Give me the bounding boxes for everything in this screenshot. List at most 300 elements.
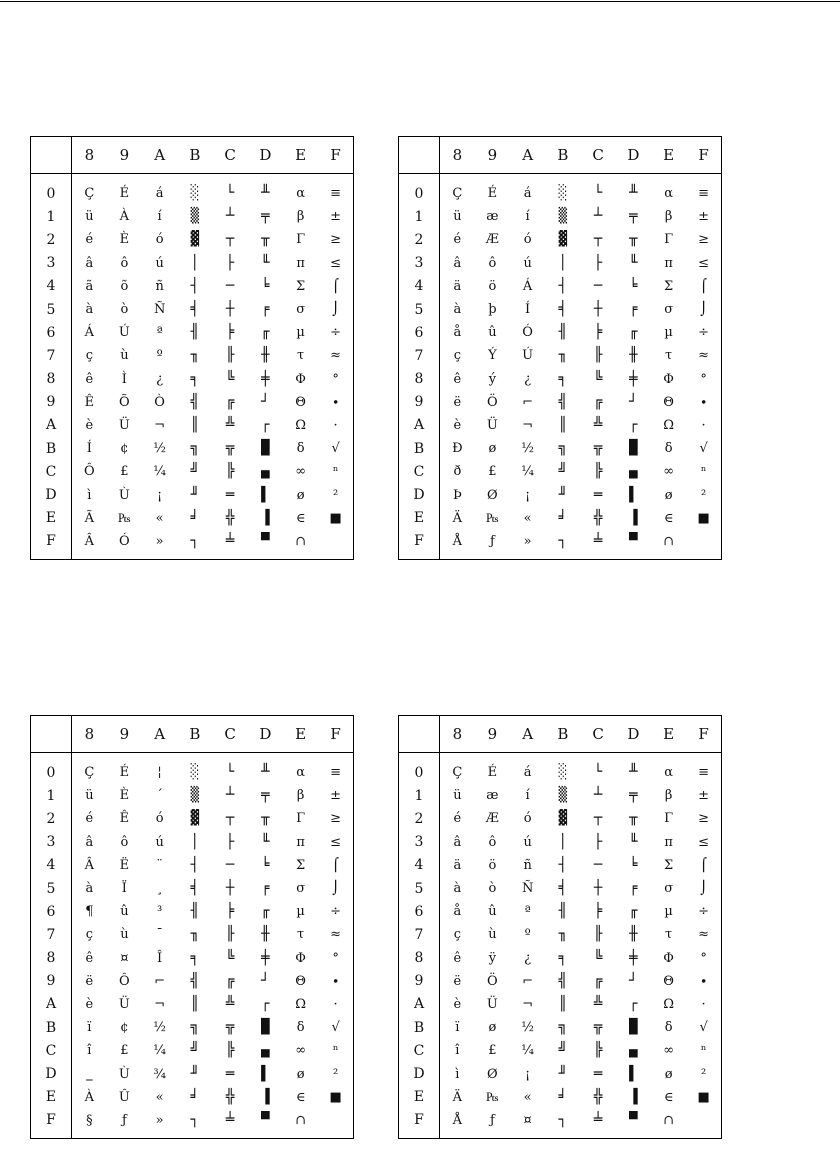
row-header: B [31,437,72,460]
glyph-cell [686,900,721,923]
glyph: ║ [558,995,568,1012]
glyph-cell [213,344,248,367]
glyph: ▌ [261,486,270,503]
glyph-cell [651,993,686,1016]
glyph-cell [142,298,177,321]
glyph-cell [283,784,318,807]
glyph-cell [248,1062,283,1085]
glyph-cell [475,831,510,854]
glyph: ö [488,278,497,294]
glyph-cell [248,368,283,391]
glyph: ∞ [295,464,307,480]
glyph: Ü [486,417,498,433]
table-row [399,368,722,391]
glyph-cell [177,174,212,206]
corner-cell [399,137,440,174]
glyph-cell [616,831,651,854]
glyph-cell [510,854,545,877]
glyph-cell [581,275,616,298]
row-header: F [31,1109,72,1139]
glyph-cell [545,252,580,275]
glyph: è [85,417,94,433]
glyph-cell [72,321,107,344]
glyph-cell [686,831,721,854]
row-header: B [399,437,440,460]
glyph: ü [85,788,94,804]
glyph-cell [142,831,177,854]
glyph: ║ [558,416,568,433]
glyph-cell [581,993,616,1016]
glyph: ╪ [629,949,638,966]
glyph: ╖ [190,926,200,943]
glyph: ▓ [558,231,568,248]
glyph: ≈ [330,348,342,364]
glyph-cell [283,947,318,970]
glyph: õ [120,278,129,294]
glyph: ┤ [190,856,200,873]
glyph-cell [510,252,545,275]
glyph-cell [142,321,177,344]
glyph: ╛ [190,509,200,526]
glyph: é [453,811,462,827]
glyph-cell [213,275,248,298]
glyph-cell [545,1086,580,1109]
column-header: 9 [475,137,510,174]
glyph: Γ [296,232,306,248]
glyph-cell [318,391,353,414]
glyph-cell [72,414,107,437]
glyph-cell [213,391,248,414]
glyph-cell [213,368,248,391]
glyph: ∩ [295,1112,307,1128]
glyph: ┬ [225,810,235,827]
glyph: ╒ [261,880,270,897]
glyph: ╧ [593,1111,603,1128]
glyph: ▐ [261,1088,270,1105]
glyph-cell [142,807,177,830]
glyph: ─ [225,277,235,294]
glyph: û [488,904,497,920]
glyph-cell [142,900,177,923]
glyph: ì [455,1066,460,1082]
table-row [399,970,722,993]
glyph: ─ [593,856,603,873]
glyph-cell [510,228,545,251]
glyph: ¢ [120,1020,129,1036]
glyph: ▀ [261,532,270,549]
row-header: F [399,530,440,560]
glyph-cell [616,784,651,807]
glyph: ÷ [698,904,710,920]
glyph-cell [177,252,212,275]
glyph: β [296,209,305,225]
glyph: ▒ [190,787,200,804]
glyph-cell [545,970,580,993]
glyph: ╚ [225,370,235,387]
glyph: ╦ [225,440,235,457]
glyph-cell [651,507,686,530]
glyph-cell [177,507,212,530]
glyph-cell [248,205,283,228]
glyph-cell [248,174,283,206]
glyph-cell [440,205,475,228]
glyph-cell [248,900,283,923]
glyph: Ω [663,417,675,433]
table-row [31,321,354,344]
row-header: 8 [399,947,440,970]
glyph-cell [283,900,318,923]
glyph-cell [213,321,248,344]
row-header: 4 [31,275,72,298]
glyph: ╫ [629,926,638,943]
glyph: À [84,1089,95,1105]
corner-cell [31,137,72,174]
glyph: £ [120,1043,129,1059]
glyph: ┼ [593,880,603,897]
table-row [31,414,354,437]
glyph-cell [107,228,142,251]
glyph: ≈ [330,927,342,943]
glyph: ┌ [629,416,638,433]
glyph-cell [177,483,212,506]
glyph: » [155,533,164,549]
glyph-cell [686,391,721,414]
glyph: ð [453,464,462,480]
glyph-cell [142,344,177,367]
table-row [399,993,722,1016]
glyph-cell [107,753,142,785]
glyph: ° [332,371,339,387]
glyph-cell [283,344,318,367]
glyph: ∩ [663,1112,675,1128]
glyph: æ [486,209,499,225]
glyph: í [525,788,530,804]
glyph-cell [142,275,177,298]
glyph-cell [283,877,318,900]
glyph-cell [545,854,580,877]
glyph-cell [72,205,107,228]
glyph-cell [545,507,580,530]
glyph: ▓ [558,810,568,827]
glyph-cell [213,923,248,946]
column-header: D [248,716,283,753]
glyph-cell [581,784,616,807]
glyph-cell [651,298,686,321]
glyph-cell [545,993,580,1016]
glyph: ≤ [330,834,342,850]
glyph-cell [651,252,686,275]
glyph-cell [177,344,212,367]
glyph: Ê [84,394,95,410]
glyph-cell [686,923,721,946]
row-header: 7 [399,923,440,946]
glyph-cell [107,344,142,367]
row-header: B [399,1016,440,1039]
glyph: ½ [153,441,166,457]
glyph-cell [107,1109,142,1139]
glyph: └ [225,764,235,781]
glyph: ø [488,1020,497,1036]
glyph: δ [664,1020,673,1036]
glyph-cell [213,483,248,506]
glyph-cell [318,275,353,298]
glyph-cell [177,414,212,437]
glyph: ¬ [154,996,166,1012]
glyph: ¼ [153,1043,166,1059]
glyph: ╟ [225,926,235,943]
glyph-cell [651,368,686,391]
row-header: 4 [399,275,440,298]
glyph-cell [318,947,353,970]
glyph: Σ [664,278,674,294]
glyph-cell [107,483,142,506]
row-header: 7 [31,923,72,946]
glyph-cell [72,483,107,506]
glyph-cell [107,507,142,530]
row-header: 0 [31,753,72,785]
glyph-cell [440,368,475,391]
glyph: Â [84,857,95,873]
column-header: A [510,716,545,753]
glyph: ╓ [261,324,270,341]
glyph-cell [248,831,283,854]
glyph: Φ [663,371,674,387]
glyph-cell [318,970,353,993]
table-row [399,1062,722,1085]
glyph: ┴ [225,787,235,804]
glyph-cell [318,460,353,483]
glyph: É [119,765,130,781]
glyph-cell [213,1062,248,1085]
glyph-cell [651,1109,686,1139]
glyph-cell [248,460,283,483]
glyph: Ð [452,441,463,457]
column-header: B [177,716,212,753]
glyph: ⌡ [332,302,340,318]
glyph-cell [545,460,580,483]
table-row [399,275,722,298]
glyph-cell [581,1016,616,1039]
glyph-cell [686,298,721,321]
row-header: 7 [399,344,440,367]
glyph: ╙ [261,833,270,850]
glyph-cell [545,344,580,367]
glyph: Ö [487,973,498,989]
glyph-cell [107,437,142,460]
glyph-cell [440,993,475,1016]
glyph-cell [581,344,616,367]
glyph-cell [283,831,318,854]
glyph: ê [453,371,462,387]
glyph: ╗ [558,440,568,457]
glyph-cell [177,970,212,993]
row-header: 9 [399,391,440,414]
glyph: └ [593,185,603,202]
glyph: ÿ [488,950,497,966]
glyph-cell [283,437,318,460]
glyph-cell [213,460,248,483]
glyph: ╜ [190,1065,200,1082]
glyph: Ï [121,881,127,897]
glyph-cell [510,831,545,854]
glyph-cell [510,414,545,437]
glyph-cell [686,507,721,530]
glyph: Å [452,1112,463,1128]
glyph-cell [510,507,545,530]
row-header: B [31,1016,72,1039]
glyph-cell [213,530,248,560]
glyph-cell [248,993,283,1016]
glyph: ¤ [120,950,129,966]
glyph-cell [616,205,651,228]
glyph-cell [177,391,212,414]
glyph: ¿ [524,371,532,387]
row-header: 1 [399,205,440,228]
glyph-cell [107,298,142,321]
glyph-cell [318,483,353,506]
glyph-cell [581,252,616,275]
glyph-cell [475,368,510,391]
glyph-cell [177,460,212,483]
glyph: τ [297,348,305,364]
glyph-cell [72,530,107,560]
glyph-cell [283,414,318,437]
glyph: Ω [295,417,307,433]
glyph-cell [283,530,318,560]
glyph: ▄ [261,463,270,480]
glyph: α [664,765,674,781]
glyph: ╚ [593,949,603,966]
glyph-cell [72,807,107,830]
glyph: ú [155,255,164,271]
glyph-cell [440,807,475,830]
glyph-cell [616,174,651,206]
glyph-cell [107,414,142,437]
glyph-cell [651,391,686,414]
glyph: ─ [593,277,603,294]
glyph: ╩ [593,416,603,433]
glyph: ø [664,1066,673,1082]
glyph: Ý [488,348,497,364]
glyph-cell [475,877,510,900]
glyph: ╧ [225,532,235,549]
row-header: A [399,414,440,437]
row-header: 6 [31,321,72,344]
glyph-cell [318,414,353,437]
glyph-cell [177,275,212,298]
glyph-cell [581,228,616,251]
row-header: 6 [31,900,72,923]
glyph-cell [475,1086,510,1109]
glyph-cell [283,507,318,530]
glyph-cell [581,753,616,785]
row-header: D [399,1062,440,1085]
glyph: ¯ [156,927,163,943]
glyph: ² [333,1066,339,1082]
glyph: ╣ [190,393,200,410]
glyph: α [296,186,306,202]
table-row [31,298,354,321]
glyph: Ã [84,510,95,526]
glyph: τ [297,927,305,943]
glyph-cell [581,923,616,946]
glyph-cell [107,368,142,391]
glyph-cell [318,900,353,923]
glyph: │ [558,833,568,850]
glyph-cell [616,807,651,830]
glyph: Γ [664,232,674,248]
glyph-cell [213,947,248,970]
glyph: │ [190,254,200,271]
glyph-cell [318,877,353,900]
glyph-cell [72,228,107,251]
glyph-cell [686,993,721,1016]
glyph-cell [248,228,283,251]
glyph: ▌ [629,486,638,503]
glyph: ∙ [700,394,707,410]
glyph: ╤ [629,787,638,804]
table-row [399,877,722,900]
glyph: ▐ [629,509,638,526]
glyph-cell [651,174,686,206]
glyph: ┼ [225,301,235,318]
glyph-cell [107,460,142,483]
glyph: ⁿ [332,464,339,480]
glyph: ╨ [261,764,270,781]
glyph: Õ [119,394,130,410]
glyph-cell [545,784,580,807]
column-header: D [616,716,651,753]
glyph: è [453,417,462,433]
glyph: Ë [119,857,130,873]
glyph-cell [213,252,248,275]
glyph-cell [107,900,142,923]
table-row [399,831,722,854]
glyph: ä [453,857,462,873]
glyph: ▀ [629,532,638,549]
glyph: ═ [225,486,235,503]
glyph-cell [686,807,721,830]
glyph: ┤ [558,856,568,873]
column-header: B [177,137,212,174]
glyph: ⌡ [700,881,708,897]
glyph: ú [523,834,532,850]
glyph-cell [142,368,177,391]
glyph-cell [213,174,248,206]
glyph: ‗ [86,1066,93,1082]
glyph: § [86,1112,93,1128]
glyph-cell [440,1062,475,1085]
glyph-cell [545,321,580,344]
glyph: ± [698,209,710,225]
glyph: ╒ [629,880,638,897]
glyph: δ [664,441,673,457]
glyph: █ [629,440,638,457]
glyph: à [85,881,94,897]
glyph-cell [248,970,283,993]
glyph: ⌐ [522,973,534,989]
glyph-cell [440,784,475,807]
glyph-cell [686,414,721,437]
glyph-cell [651,483,686,506]
glyph: á [523,186,532,202]
glyph-cell [616,228,651,251]
glyph: á [155,186,164,202]
glyph: ½ [521,1020,534,1036]
glyph: δ [296,1020,305,1036]
glyph-cell [177,854,212,877]
glyph-cell [213,205,248,228]
